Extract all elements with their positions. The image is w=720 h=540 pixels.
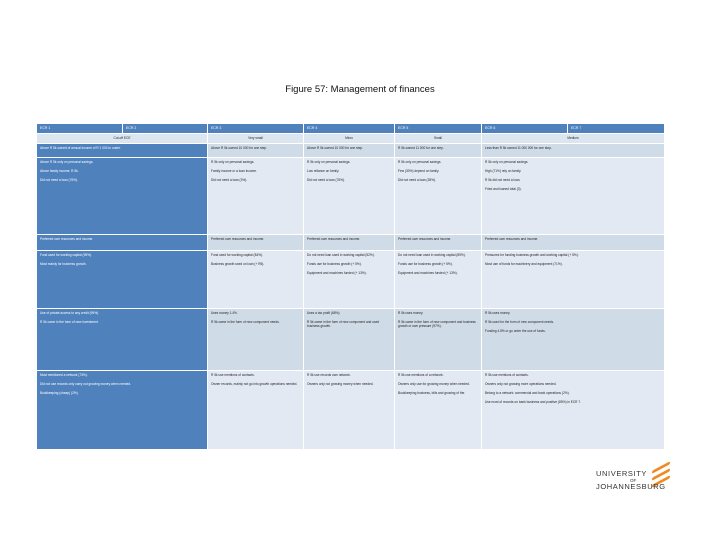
table-cell: Uses money 1.4%. R 5k came in the form of new component needs. [208,309,304,371]
subheader-cell: Very small [208,134,304,144]
table-cell: Preferred own resources and income. [482,235,665,251]
table-row [37,158,665,235]
table-row [37,235,665,251]
table-cell: Above R 5k owned 10 000 for one step. [304,144,395,158]
table-cell: R 5k use mentions of contacts. Owner records, mainly not go into growth operations needed. [208,371,304,450]
subheader-row [37,134,665,144]
table-cell: Preferred own resources and income. [37,235,208,251]
subheader-cell: Cut-off ECE [37,134,208,144]
table-row [37,371,665,450]
table-cell: Above R 5k only on personal savings. Above family income, R 5k. Did not need a loan (76%). [37,158,208,235]
subheader-cell: Small [395,134,482,144]
table-cell: Above R 5k owned of annual income of R 1 000 to under. [37,144,208,158]
table-row [37,251,665,309]
table-cell: Fund used for working capital (84%). Business growth used on loan (+ R5). [208,251,304,309]
table-cell: R 5k use records own network. Owners only not growing money when needed. [304,371,395,450]
logo-line-1: UNIVERSITY [596,469,648,478]
table-cell: R 5k owned 11 000 for one step. [395,144,482,158]
header-cell: ECR 6 [482,124,568,134]
table-cell: Pressures for funding business growth and working capital (+ 5%). Most use of funds for machinery and equipment (71%). [482,251,665,309]
header-cell: ECR 2 [123,124,208,134]
table-cell: Preferred own resources and income. [304,235,395,251]
table-cell: Most mentioned a network (73%). Did not use records only carry out growing money when needed. Bookkeeping (cheap) (2%). [37,371,208,450]
subheader-cell: Medium [482,134,665,144]
header-row [37,124,665,134]
table-row [37,309,665,371]
header-cell: ECR 7 [568,124,665,134]
header-cell: ECR 3 [208,124,304,134]
table-cell: Fund used for working capital (95%). Most mainly for business growth. [37,251,208,309]
header-cell: ECR 5 [395,124,482,134]
university-logo [596,470,676,491]
logo-line-2: OF [630,478,637,483]
table-cell: R 5k only on personal savings. Few (30%) depend on family. Did not need a loan (35%). [395,158,482,235]
table-cell: R 5k use mentions of contacts. Owners only not growing more operations needed. Belong to a network: commercial and bank operations (2%). Use most of records on bank business and positive (85%) in ECR 7. [482,371,665,450]
table-cell: Preferred own resources and income. [395,235,482,251]
table-cell: R 5k uses money. R 5k used for the form of new component needs. Funding 4.8% or go order the use of funds. [482,309,665,371]
table-row [37,144,665,158]
header-cell: ECR 1 [37,124,123,134]
table-cell: Use of private access to any credit (95%). R 5k came in the form of new investment. [37,309,208,371]
table-cell: Do not need loan used in working capital (89%). Funds use for business growth (+ 5%). Equipment and machines funded (+ 13%). [395,251,482,309]
table-cell: R 5k only on personal savings. Low reliance on family. Did not need a loan (76%). [304,158,395,235]
table-cell: Do not need loan used in working capital (52%). Funds use for business growth (+ 5%). Equipment and machines funded (+ 13%). [304,251,395,309]
subheader-cell: Micro [304,134,395,144]
table-cell: Less than R 5k owned 11 000 000 for one step. [482,144,665,158]
table-cell: Above R 5k owned 10 000 for one step. [208,144,304,158]
figure-title: Figure 57: Management of finances [285,84,435,95]
header-cell: ECR 4 [304,124,395,134]
table-cell: Preferred own resources and income. [208,235,304,251]
table-cell: Uses a tax profit (68%). R 5k came in the form of new component and used business growth. [304,309,395,371]
logo-line-3: JOHANNESBURG [596,482,666,491]
table-cell: R 5k only on personal savings. Family income or a loan income. Did not need a loan (3%). [208,158,304,235]
table-cell: R 5k only on personal savings. High (71%) rely on family. R 5k did not need a loan. Fried and loaned total (3). [482,158,665,235]
finances-table [36,123,665,450]
table-cell: R 5k use mentions of a network. Owners only use for growing money when needed. Bookkeeping business, bills and growing of the. [395,371,482,450]
table-cell: R 5k uses money. R 5k came in the form of new component and business growth or own pressure (97%). [395,309,482,371]
